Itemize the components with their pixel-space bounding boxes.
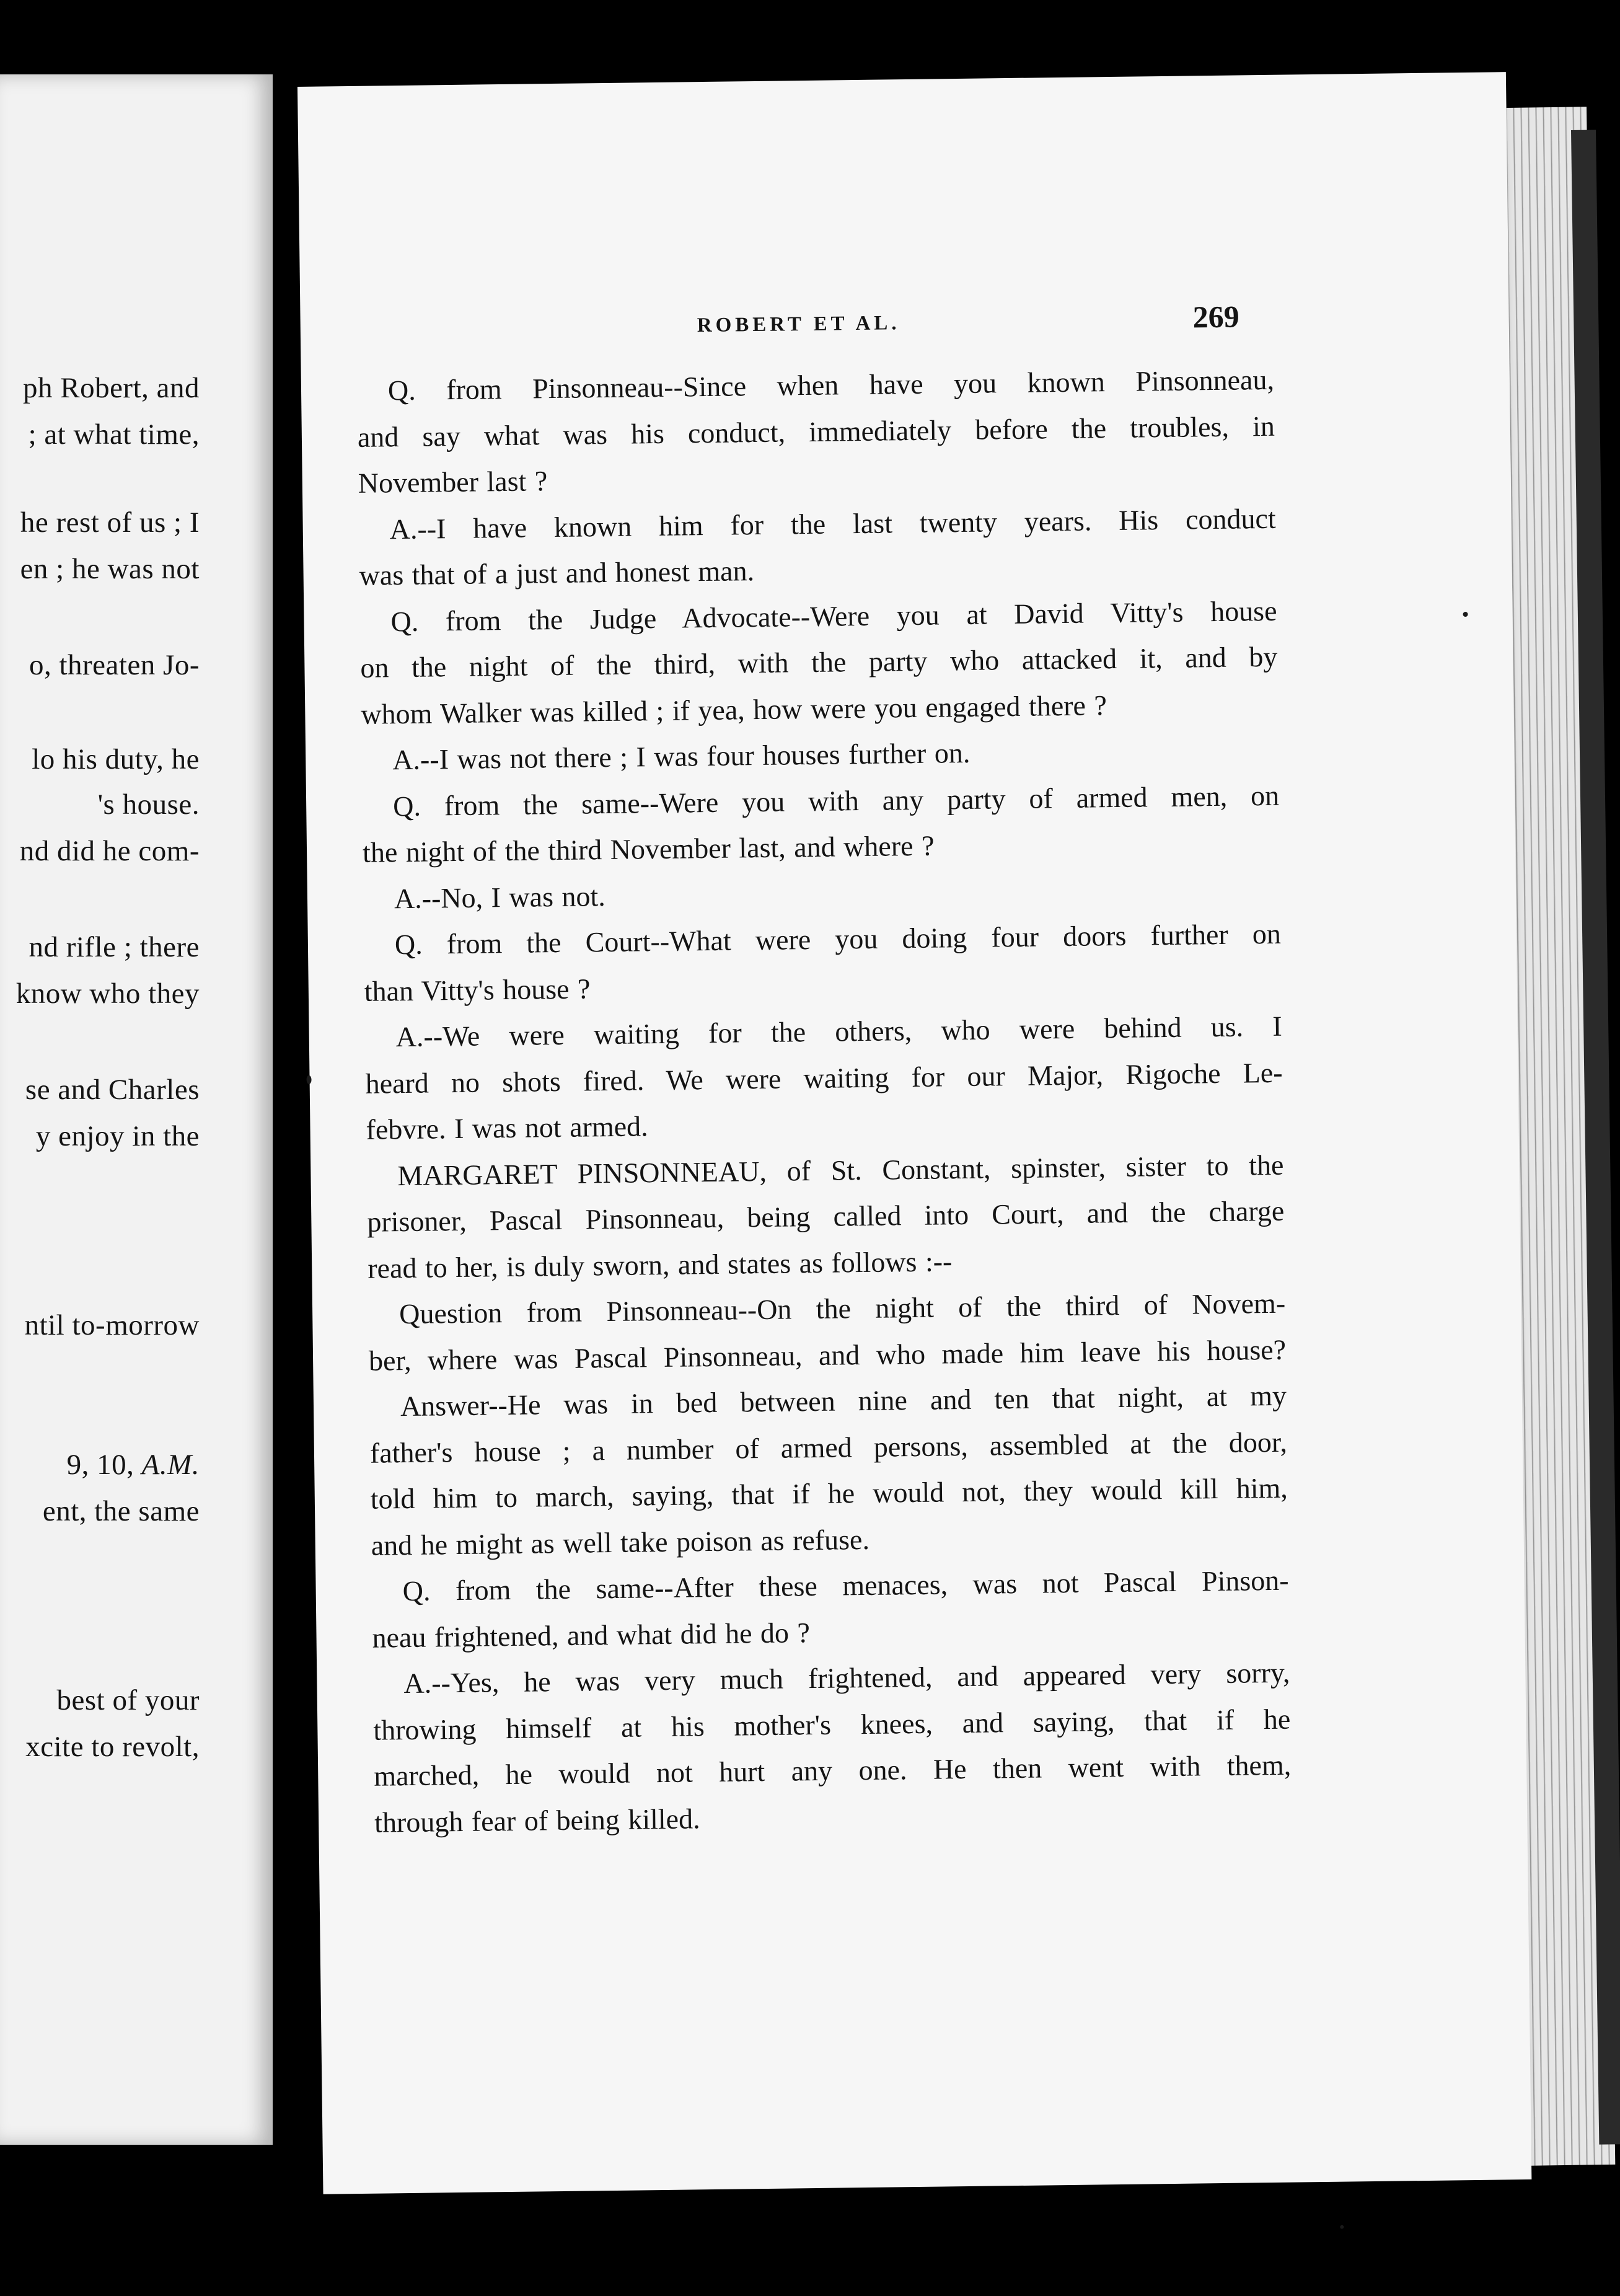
text-line: Q. from the Court--What were you doing four doors further on [394,917,1282,961]
text-line: marched, he would not hurt any one. He then went with them, [373,1749,1292,1792]
left-line: ent, the same [42,1495,200,1527]
text-line: whom Walker was killed ; if yea, how were you engaged there ? [361,689,1107,730]
left-line-date-number: 9, 10, [66,1449,142,1481]
text-line: Q. from the same--Were you with any party of armed men, on [392,779,1280,822]
left-line: se and Charles [25,1074,200,1106]
left-page [0,74,273,2145]
text-line: the night of the third November last, and where ? [362,829,935,868]
text-line: MARGARET PINSONNEAU, of St. Constant, spinster, sister to the [397,1149,1284,1191]
text-line: and he might as well take poison as refuse. [371,1523,870,1561]
page-body-text [357,357,1292,1846]
text-line: throwing himself at his mother's knees, and saying, that if he [373,1703,1291,1746]
left-line: o, threaten Jo- [29,649,200,681]
left-line: xcite to revolt, [25,1731,200,1763]
text-line: November last ? [358,465,548,499]
text-line: through fear of being killed. [374,1802,700,1839]
text-line: Q. from the same--After these menaces, was not Pascal Pinson- [402,1564,1289,1607]
text-line: Q. from Pinsonneau--Since when have you known Pinsonneau, [387,363,1275,407]
page-number: 269 [1192,299,1239,335]
text-line: was that of a just and honest man. [359,555,755,591]
text-line: A.--I have known him for the last twenty years. His conduct [389,502,1276,545]
left-line: en ; he was not [20,553,200,585]
left-line: 's house. [97,788,200,821]
text-line: febvre. I was not armed. [366,1110,648,1146]
left-line: nd did he com- [19,835,200,867]
left-line: best of your [56,1684,200,1716]
text-line: on the night of the third, with the party who attacked it, and by [360,640,1278,684]
left-line: ntil to-morrow [24,1309,200,1341]
left-line: ; at what time, [28,418,200,451]
ink-speck [1463,612,1468,617]
left-line-date [67,1447,200,1482]
text-line: neau frightened, and what did he do ? [372,1616,811,1654]
ink-speck [1340,2225,1344,2229]
text-line: A.--I was not there ; I was four houses further on. [392,736,971,776]
left-line-am: A.M. [141,1449,200,1481]
text-line: A.--No, I was not. [394,880,606,914]
text-line: Q. from the Judge Advocate--Were you at David Vitty's house [390,594,1277,637]
running-head: ROBERT ET AL. [697,312,900,337]
text-line: A.--Yes, he was very much frightened, and appeared very sorry, [403,1656,1290,1700]
text-line: told him to march, saying, that if he would not, they would kill him, [370,1472,1288,1515]
right-page [297,72,1531,2194]
left-line: ph Robert, and [22,372,200,404]
text-line: heard no shots fired. We were waiting for our Major, Rigoche Le- [365,1056,1283,1100]
left-line: y enjoy in the [35,1120,200,1152]
left-line: lo his duty, he [32,743,200,775]
text-line: and say what was his conduct, immediately before the troubles, in [357,410,1275,453]
text-line: A.--We were waiting for the others, who were behind us. I [395,1010,1282,1053]
text-line: read to her, is duly sworn, and states as follows :-- [367,1245,953,1284]
text-line: prisoner, Pascal Pinsonneau, being called into Court, and the charge [367,1194,1285,1238]
left-line: know who they [15,978,200,1010]
text-line: Answer--He was in bed between nine and ten that night, at my [400,1379,1287,1423]
text-line: Question from Pinsonneau--On the night of the third of Novem- [398,1287,1286,1330]
left-line: he rest of us ; I [20,506,200,539]
ink-speck [306,1075,311,1084]
text-line: father's house ; a number of armed persons, assembled at the door, [369,1426,1288,1469]
left-line: nd rifle ; there [29,931,200,963]
text-line: ber, where was Pascal Pinsonneau, and who made him leave his house? [368,1333,1287,1377]
text-line: than Vitty's house ? [364,972,591,1007]
